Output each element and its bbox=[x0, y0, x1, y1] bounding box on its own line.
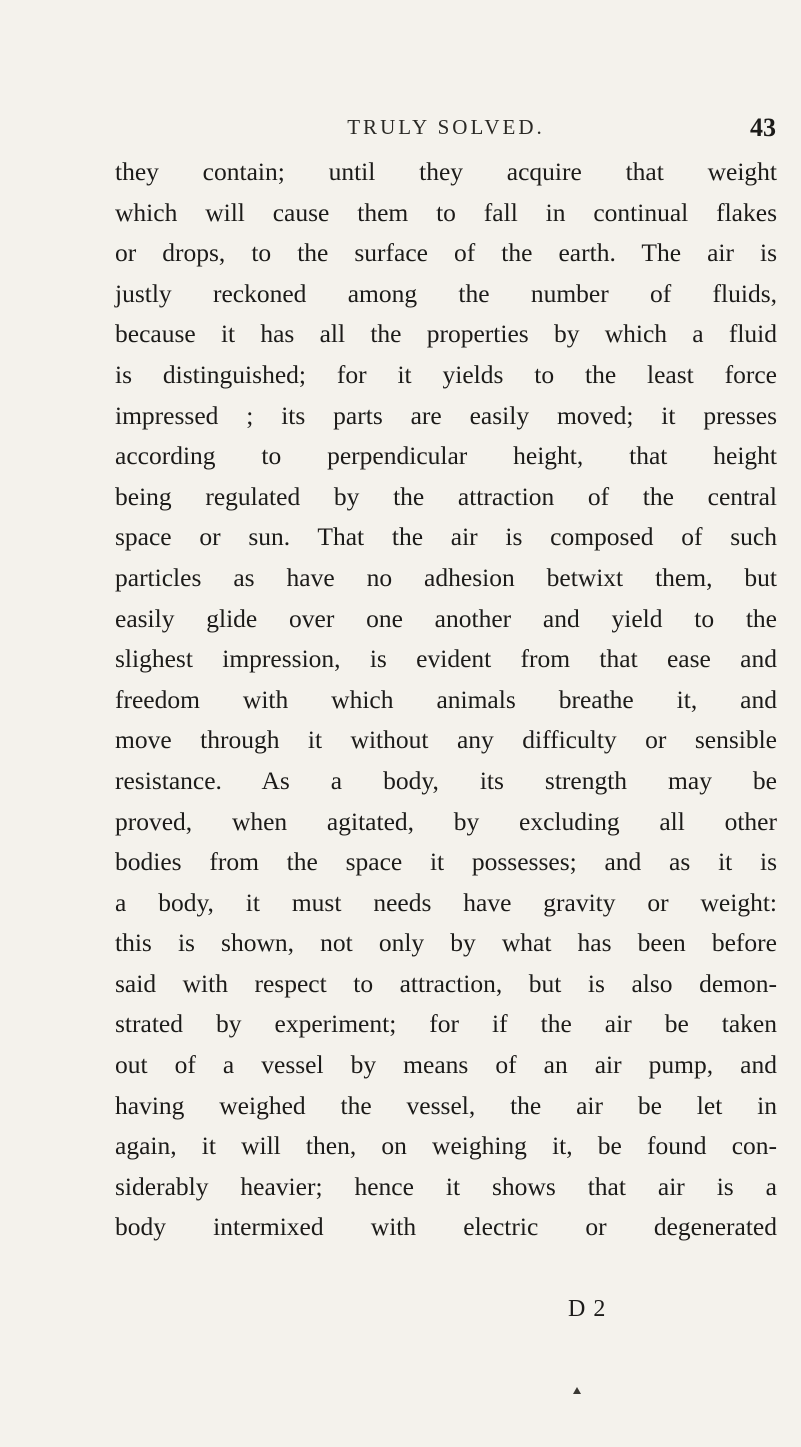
text-line: siderably heavier; hence it shows that air is a bbox=[115, 1171, 777, 1201]
text-line: proved, when agitated, by excluding all other bbox=[115, 806, 777, 836]
text-line: or drops, to the surface of the earth. The air is bbox=[115, 238, 777, 268]
page-number: 43 bbox=[750, 113, 776, 142]
text-line: again, it will then, on weighing it, be found con- bbox=[115, 1131, 777, 1161]
text-line: particles as have no adhesion betwixt them, but bbox=[115, 562, 777, 592]
text-line: slighest impression, is evident from that ease and bbox=[115, 644, 777, 674]
text-line: which will cause them to fall in continual flakes bbox=[115, 197, 777, 227]
running-head bbox=[116, 115, 776, 151]
text-line: a body, it must needs have gravity or weight: bbox=[115, 887, 777, 917]
text-line: because it has all the properties by which a fluid bbox=[115, 319, 777, 349]
text-line: said with respect to attraction, but is also demon- bbox=[115, 968, 777, 998]
text-line: move through it without any difficulty or sensible bbox=[115, 725, 777, 755]
text-line: easily glide over one another and yield to the bbox=[115, 603, 777, 633]
text-line: they contain; until they acquire that weight bbox=[115, 157, 777, 186]
text-line: freedom with which animals breathe it, and bbox=[115, 684, 777, 714]
text-line: impressed ; its parts are easily moved; it presses bbox=[115, 400, 777, 430]
text-line: having weighed the vessel, the air be let in bbox=[115, 1090, 777, 1120]
text-line: justly reckoned among the number of fluids, bbox=[115, 278, 777, 308]
text-line: is distinguished; for it yields to the least force bbox=[115, 359, 777, 389]
text-line: bodies from the space it possesses; and as it is bbox=[115, 847, 777, 877]
text-line: space or sun. That the air is composed of such bbox=[115, 522, 777, 552]
signature-mark: D 2 bbox=[568, 1296, 607, 1322]
text-line: body intermixed with electric or degenerated bbox=[115, 1212, 777, 1242]
text-line: this is shown, not only by what has been before bbox=[115, 928, 777, 958]
text-line: being regulated by the attraction of the central bbox=[115, 481, 777, 511]
text-line: out of a vessel by means of an air pump, and bbox=[115, 1050, 777, 1080]
running-title: TRULY SOLVED. bbox=[347, 115, 545, 139]
body-text bbox=[115, 152, 777, 1248]
text-line: resistance. As a body, its strength may be bbox=[115, 765, 777, 795]
printer-mark-icon bbox=[573, 1387, 581, 1394]
text-line: according to perpendicular height, that height bbox=[115, 441, 777, 471]
text-line: strated by experiment; for if the air be taken bbox=[115, 1009, 777, 1039]
